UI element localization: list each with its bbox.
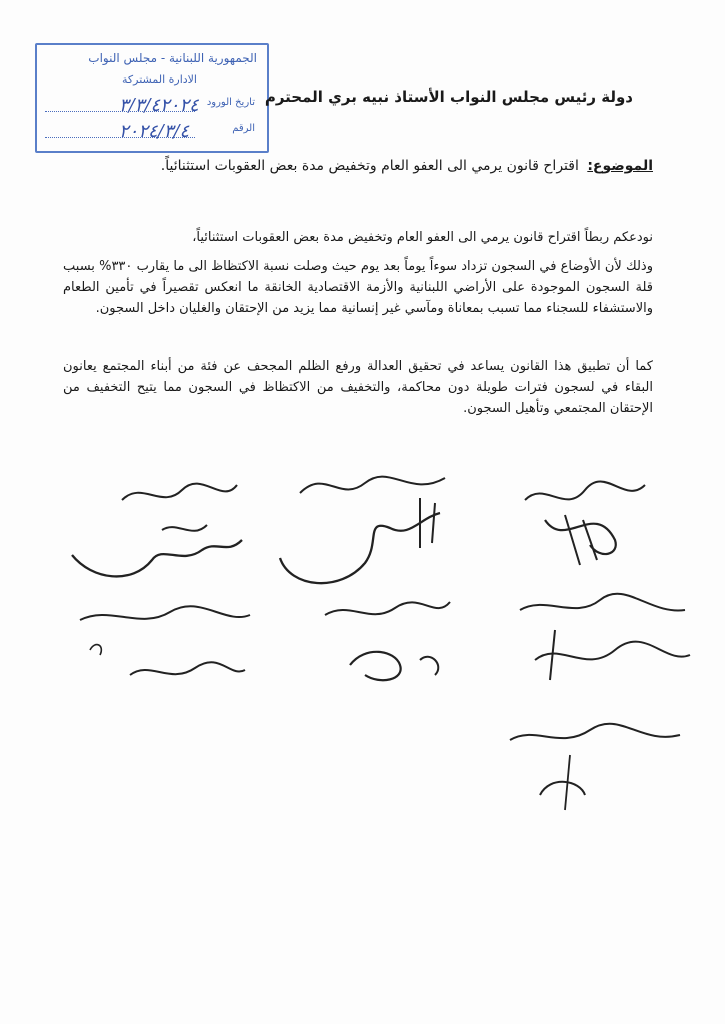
signature-1	[505, 460, 675, 570]
body-paragraph-conditions: وذلك لأن الأوضاع في السجون تزداد سوءاً يوماً بعد يوم حيث وصلت نسبة الاكتظاظ الى ما يقارب ٣٣٠% بسبب قلة السجون الموجودة على الأراضي اللبنانية والأزمة الاقتصادية الخانقة ما انعكس تقصيراً في تأمين الطعام والاستشفاء للسجناء مما تسبب بمعاناة ومآسي غير إنسانية مما يزيد من الإحتقان والغليان داخل السجون.	[63, 259, 653, 316]
stamp-republic-line: الجمهورية اللبنانية - مجلس النواب	[88, 51, 257, 65]
signature-4	[505, 580, 695, 690]
signature-7-scribble	[500, 705, 690, 815]
signature-1-scribble	[505, 460, 675, 570]
signature-3-scribble	[62, 470, 252, 590]
stamp-department-line: الادارة المشتركة	[122, 73, 197, 86]
stamp-number-label: الرقم	[232, 123, 255, 134]
subject-text: اقتراح قانون يرمي الى العفو العام وتخفيض مدة بعض العقوبات استثنائياً.	[160, 158, 579, 174]
signature-2	[270, 458, 480, 598]
subject-line	[161, 158, 653, 174]
signature-2-scribble	[270, 458, 480, 598]
addressee-line: دولة رئيس مجلس النواب الأستاذ نبيه بري المحترم	[264, 88, 633, 106]
signature-5	[310, 590, 460, 690]
reception-stamp	[35, 43, 269, 153]
signature-5-scribble	[310, 590, 460, 690]
body-paragraph-justification: كما أن تطبيق هذا القانون يساعد في تحقيق العدالة ورفع الظلم المجحف عن فئة من أبناء المجتمع يعانون البقاء في لسجون فترات طويلة دون محاكمة، والتخفيف من الاكتظاظ في السجون مما يتيح التخفيف من الإحتقان المجتمعي وتأهيل السجون.	[63, 359, 653, 416]
signature-6	[70, 590, 260, 700]
signature-3	[62, 470, 252, 590]
subject-label: الموضوع:	[587, 158, 653, 174]
stamp-date-handwritten: ٣/٣/٤٢٠٢٤	[119, 95, 199, 116]
signatures-area	[0, 440, 725, 820]
body-paragraph-intro: نودعكم ربطاً اقتراح قانون يرمي الى العفو العام وتخفيض مدة بعض العقوبات استثنائياً،	[192, 230, 653, 245]
signature-4-scribble	[505, 580, 695, 690]
signature-6-scribble	[70, 590, 260, 700]
signature-7	[500, 705, 690, 815]
stamp-number-handwritten: ٢٠٢٤/٣/٤	[119, 121, 190, 142]
stamp-date-label: تاريخ الورود	[206, 97, 255, 108]
